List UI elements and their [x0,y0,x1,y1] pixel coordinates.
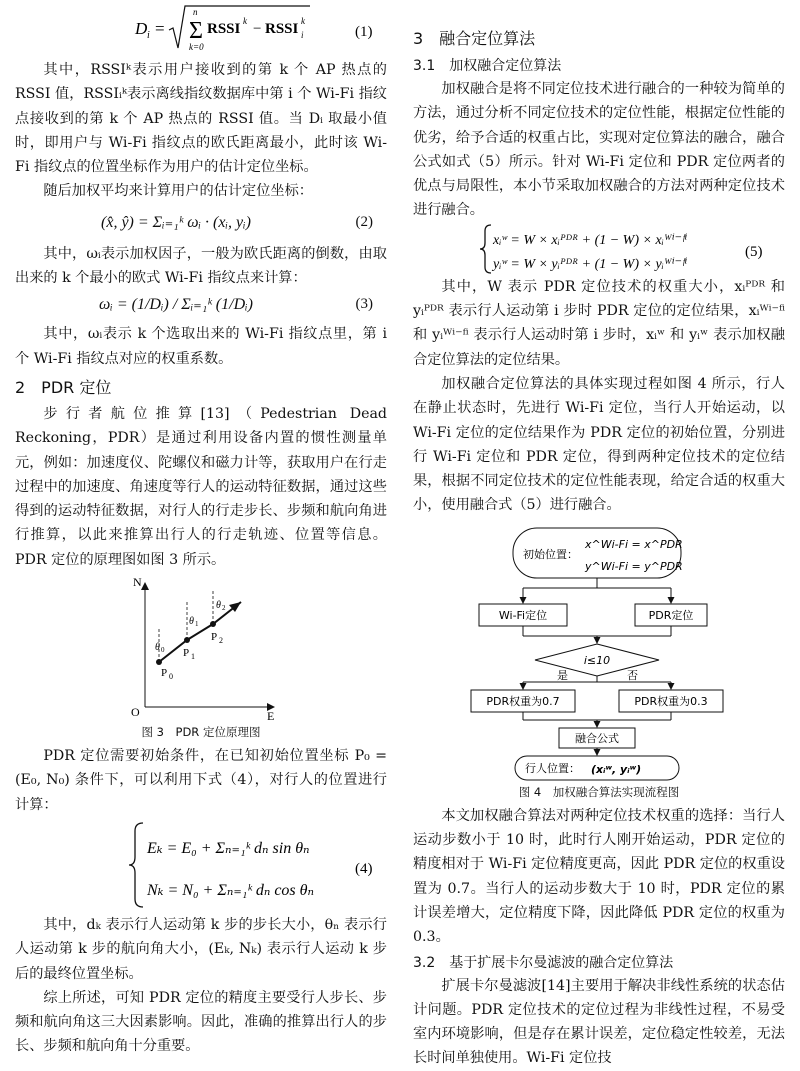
paragraph: 其中，dₖ 表示行人运动第 k 步的步长大小，θₙ 表示行人运动第 k 步的航向角大小，(Eₖ, Nₖ) 表示行人运动 k 步后的最终位置坐标。 [15,916,387,982]
paragraph: 步行者航位推算[13]（Pedestrian Dead Reckoning，PDR）是通过利用设备内置的惯性测量单元，例如：加速度仪、陀螺仪和磁力计等，获取用户在行走过程中的加速度、角速度等行人的运动特征数据，通过这些得到的运动特征数据，对行人的行走步长、步频和航向角进行推算，以此来推算出行人的行走轨迹、位置等信息。PDR 定位的原理图如图 3 所示。 [15,405,387,568]
subsection-heading: 3.2 基于扩展卡尔曼滤波的融合定位算法 [413,954,674,971]
axis-n-label: N [133,575,142,590]
eq5-line2: yᵢʷ = W × yᵢᴾᴰᴿ + (1 − W) × yᵢᵂⁱ⁻ᶠⁱ [493,256,688,272]
p2-label: P [211,631,218,644]
svg-text:RSSI: RSSI [265,21,299,37]
output-eq: (xᵢʷ, yᵢʷ) [591,762,642,776]
point-p0 [156,659,162,665]
wifi-label: Wi-Fi定位 [498,608,548,622]
p1-label: P [183,647,190,660]
axis-e-label: E [267,709,275,723]
paragraph: 随后加权平均来计算用户的估计定位坐标： [43,183,313,200]
p1-sub: 1 [191,652,195,662]
start-label: 初始位置： [523,547,578,561]
eq1-lhs: D [135,19,148,38]
paragraph: 加权融合是将不同定位技术进行融合的一种较为简单的方法，通过分析不同定位技术的定位性能，根据定位性能的优劣，给予合适的权重占比，实现对定位算法的融合，融合公式如式（5）所示。针对 Wi-Fi 定位和 PDR 定位两者的优点与局限性，本小节采取加权融合的方法对两种定位技术进行融合。 [413,81,785,219]
eq1-number: (1) [355,24,373,40]
paragraph: 其中，ωᵢ表示 k 个选取出来的 Wi-Fi 指纹点里，第 i 个 Wi-Fi 指纹点对应的权重系数。 [15,326,387,367]
left-column [15,0,387,1059]
figure-3 [15,572,387,722]
origin-label: O [131,705,140,720]
eq2-body: (x̂, ŷ) = Σᵢ₌₁ᵏ ωᵢ · (xᵢ, yᵢ) [101,213,251,231]
p0-label: P [161,667,168,680]
theta2: θ [216,600,221,612]
equation-1 [15,0,387,58]
svg-text:RSSI: RSSI [207,21,241,37]
eq5-line1: xᵢʷ = W × xᵢᴾᴰᴿ + (1 − W) × xᵢᵂⁱ⁻ᶠⁱ [493,232,688,248]
svg-text:n: n [193,7,198,17]
no-label: 否 [627,668,638,682]
section-heading: 3 融合定位算法 [413,29,536,48]
right-column [413,0,785,1071]
equation-1-render [15,0,387,58]
point-p1 [184,637,190,643]
weight-03-label: PDR权重为0.3 [634,694,708,708]
paragraph: 扩展卡尔曼滤波[14]主要用于解决非线性系统的状态估计问题。PDR 定位技术的定位过程为非线性过程，不易受室内环境影响，但是存在累计误差，定位稳定性较差，无法长时间单独使用。Wi-Fi 定位技 [413,977,785,1067]
equation-3 [15,290,387,322]
paragraph: 本文加权融合算法对两种定位技术权重的选择：当行人运动步数小于 10 时，此时行人刚开始运动，PDR 定位的精度相对于 Wi-Fi 定位精度更高，因此 PDR 定位的权重设置为 0.7。当行人的运动步数大于 10 时，PDR 定位的累计误差增大，定位精度下降，因此降低 PDR 定位的权重为 0.3。 [413,807,785,946]
svg-text:i: i [301,30,304,40]
equation-2 [15,204,387,242]
svg-text:=: = [155,19,165,38]
equation-4 [15,817,387,913]
svg-text:k: k [301,16,305,26]
yes-label: 是 [557,668,568,682]
p0-sub: 0 [169,672,173,682]
paragraph: 其中，W 表示 PDR 定位技术的权重大小，xᵢᴾᴰᴿ 和 yᵢᴾᴰᴿ 表示行人运动第 i 步时 PDR 定位的定位结果，xᵢᵂⁱ⁻ᶠⁱ 和 yᵢᵂⁱ⁻ᶠⁱ 表示行人运动时第 i 步时，xᵢʷ 和 yᵢʷ 表示加权融合定位算法的定位结果。 [413,278,785,368]
theta0: θ [155,642,160,654]
svg-text:k: k [243,16,247,26]
pdr-label: PDR定位 [648,608,694,622]
paragraph: 综上所述，可知 PDR 定位的精度主要受行人步长、步频和航向角这三大因素影响。因此，准确的推算出行人的步长、步频和航向角十分重要。 [15,989,387,1055]
eq5-number: (5) [745,243,763,260]
paragraph: 其中，RSSIᵏ表示用户接收到的第 k 个 AP 热点的 RSSI 值，RSSIᵢᵏ表示离线指纹数据库中第 i 个 Wi-Fi 指纹点接收到的第 k 个 AP 热点的 RSSI 值。当 Dᵢ 取最小值时，即用户与 Wi-Fi 指纹点的欧氏距离最小，此时该 Wi-Fi 指纹点的位置坐标作为用户的估计定位坐标。 [15,62,387,176]
equation-5 [413,223,785,275]
svg-text:−: − [253,21,262,37]
eq4-line2: Nₖ = N₀ + Σₙ₌₁ᵏ dₙ cos θₙ [147,881,314,899]
paragraph: PDR 定位需要初始条件，在已知初始位置坐标 P₀ = (E₀, N₀) 条件下，可以利用下式（4），对行人的位置进行计算： [15,748,387,813]
svg-text:Σ: Σ [189,18,203,44]
eq2-number: (2) [355,213,373,230]
weight-07-label: PDR权重为0.7 [486,694,560,708]
eq1-sub: i [147,30,150,41]
eq3-body: ωᵢ = (1/Dᵢ) / Σᵢ₌₁ᵏ (1/Dᵢ) [99,296,253,314]
trajectory-line [159,602,241,662]
theta1: θ [189,616,194,628]
paragraph: 其中，ωᵢ表示加权因子，一般为欧氏距离的倒数，由取出来的 k 个最小的欧式 Wi-Fi 指纹点来计算： [15,245,387,287]
p2-sub: 2 [219,636,223,646]
paragraph: 加权融合定位算法的具体实现过程如图 4 所示，行人在静止状态时，先进行 Wi-Fi 定位，当行人开始运动，以 Wi-Fi 定位的定位结果作为 PDR 定位的初始位置，分别进行 Wi-Fi 定位和 PDR 定位，得到两种定位技术的定位结果，根据不同定位技术的定位性能表现，给定合适的权重大小，使用融合式（5）进行融合。 [413,375,785,514]
figure-4-caption: 图 4 加权融合算法实现流程图 [518,784,680,799]
output-label: 行人位置： [525,761,580,775]
equation-5-render [413,223,785,275]
eq3-number: (3) [355,296,373,313]
subsection-heading: 3.1 加权融合定位算法 [413,58,562,74]
decision-label: i≤10 [583,653,611,667]
figure-4-flowchart [413,524,785,782]
eq4-line1: Eₖ = E₀ + Σₙ₌₁ᵏ dₙ sin θₙ [147,839,310,857]
theta0-sub: 0 [161,646,165,655]
theta1-sub: 1 [195,620,199,629]
eq4-number: (4) [355,860,373,877]
theta2-sub: 2 [222,604,226,613]
start-eq2: y^Wi-Fi = y^PDR [585,559,683,573]
svg-text:k=0: k=0 [189,42,204,52]
equation-4-render [15,817,387,913]
fusion-label: 融合公式 [575,731,619,745]
figure-3-diagram [15,572,387,722]
section-heading: 2 PDR 定位 [15,377,112,397]
start-eq1: x^Wi-Fi = x^PDR [585,537,683,551]
point-p2 [210,621,216,627]
figure-3-caption: 图 3 PDR 定位原理图 [141,725,261,740]
figure-4 [413,524,785,782]
